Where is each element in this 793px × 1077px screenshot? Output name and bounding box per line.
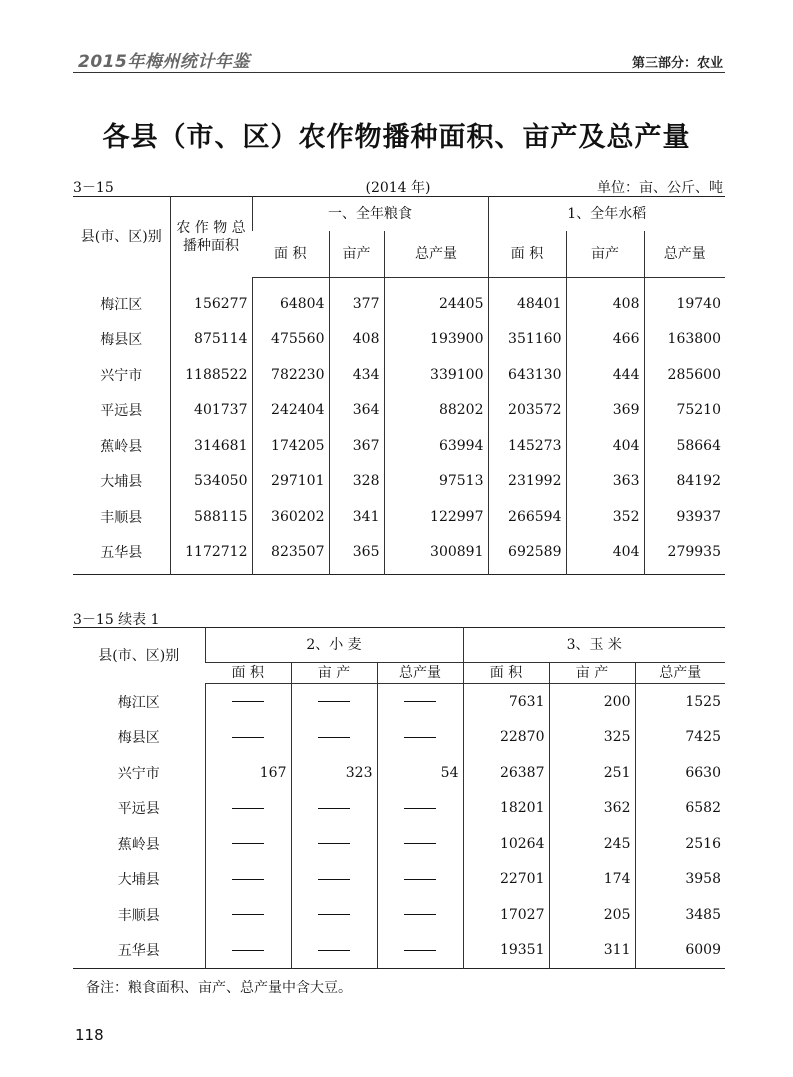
cell-corn-area: 10264 <box>463 826 549 862</box>
cell-corn-area: 17027 <box>463 897 549 933</box>
cell-grain-output: 63994 <box>384 428 488 464</box>
cell-rice-area: 351160 <box>488 322 566 358</box>
cell-corn-yield: 205 <box>549 897 635 933</box>
table1-year: (2014 年) <box>365 180 431 196</box>
cell-corn-output: 7425 <box>635 720 725 756</box>
cell-region: 五华县 <box>100 545 143 562</box>
cell-rice-output: 285600 <box>644 357 725 393</box>
cell-rice-output: 75210 <box>644 393 725 429</box>
cell-grain-area: 174205 <box>252 428 329 464</box>
no-data-dash <box>318 701 350 702</box>
no-data-dash <box>404 737 436 738</box>
cell-wheat-output <box>377 862 463 898</box>
no-data-dash <box>404 950 436 951</box>
no-data-dash <box>318 879 350 880</box>
cell-total: 875114 <box>170 322 252 358</box>
no-data-dash <box>232 701 264 702</box>
no-data-dash <box>318 914 350 915</box>
cell-rice-output: 84192 <box>644 464 725 500</box>
cell-corn-output: 6582 <box>635 791 725 827</box>
table-row <box>73 826 725 862</box>
cell-corn-output: 6009 <box>635 933 725 969</box>
cell-wheat-output <box>377 826 463 862</box>
cell-grain-area: 782230 <box>252 357 329 393</box>
table-row <box>73 393 725 429</box>
cell-rice-output: 58664 <box>644 428 725 464</box>
no-data-dash <box>404 843 436 844</box>
table-row <box>73 464 725 500</box>
cell-grain-yield: 341 <box>329 499 384 535</box>
no-data-dash <box>318 808 350 809</box>
group-corn-header: 3、玉 米 <box>463 628 725 663</box>
col-wheat-yield-header: 亩 产 <box>291 663 377 684</box>
no-data-dash <box>232 737 264 738</box>
cell-corn-output: 3485 <box>635 897 725 933</box>
cell-corn-yield: 311 <box>549 933 635 969</box>
cell-wheat-yield <box>291 684 377 720</box>
cell-region: 兴宁市 <box>117 765 160 782</box>
col-corn-area-header: 面 积 <box>463 663 549 684</box>
cell-grain-yield: 377 <box>329 278 384 322</box>
cell-wheat-yield <box>291 791 377 827</box>
cell-corn-yield: 174 <box>549 862 635 898</box>
cell-corn-area: 19351 <box>463 933 549 969</box>
table2-caption: 3－15 续表 1 <box>73 612 160 628</box>
table-row <box>73 897 725 933</box>
cell-grain-output: 339100 <box>384 357 488 393</box>
cell-wheat-yield <box>291 826 377 862</box>
cell-grain-yield: 328 <box>329 464 384 500</box>
header-rule <box>73 72 725 73</box>
cell-rice-area: 266594 <box>488 499 566 535</box>
cell-wheat-area <box>205 897 291 933</box>
cell-rice-yield: 363 <box>566 464 644 500</box>
no-data-dash <box>232 879 264 880</box>
table-row <box>73 278 725 322</box>
table1-id: 3－15 <box>73 180 114 196</box>
no-data-dash <box>318 950 350 951</box>
table-row <box>73 535 725 575</box>
cell-rice-output: 19740 <box>644 278 725 322</box>
cell-rice-yield: 404 <box>566 428 644 464</box>
wheat-corn-table <box>73 627 725 969</box>
table-row <box>73 755 725 791</box>
cell-region: 梅县区 <box>100 332 143 349</box>
cell-wheat-yield <box>291 933 377 969</box>
cell-rice-area: 48401 <box>488 278 566 322</box>
no-data-dash <box>404 914 436 915</box>
cell-region: 蕉岭县 <box>117 836 160 853</box>
cell-region: 五华县 <box>117 943 160 960</box>
cell-corn-output: 6630 <box>635 755 725 791</box>
cell-total: 1172712 <box>170 535 252 575</box>
group-grain-header: 一、全年粮食 <box>252 197 488 232</box>
cell-wheat-area <box>205 720 291 756</box>
cell-corn-area: 18201 <box>463 791 549 827</box>
cell-wheat-area <box>205 862 291 898</box>
cell-wheat-output <box>377 933 463 969</box>
cell-region: 大埔县 <box>117 872 160 889</box>
table-row <box>73 862 725 898</box>
cell-wheat-yield <box>291 862 377 898</box>
cell-grain-yield: 367 <box>329 428 384 464</box>
cell-rice-yield: 466 <box>566 322 644 358</box>
cell-wheat-area <box>205 684 291 720</box>
cell-grain-output: 24405 <box>384 278 488 322</box>
cell-wheat-output <box>377 897 463 933</box>
cell-grain-yield: 365 <box>329 535 384 575</box>
table-row <box>73 357 725 393</box>
cell-rice-yield: 404 <box>566 535 644 575</box>
table-row <box>73 428 725 464</box>
cell-grain-area: 360202 <box>252 499 329 535</box>
cell-total: 156277 <box>170 278 252 322</box>
cell-wheat-output <box>377 791 463 827</box>
cell-corn-output: 2516 <box>635 826 725 862</box>
no-data-dash <box>232 808 264 809</box>
col-wheat-area-header: 面 积 <box>205 663 291 684</box>
table1-unit: 单位：亩、公斤、吨 <box>597 180 723 196</box>
cell-grain-area: 64804 <box>252 278 329 322</box>
table-row <box>73 933 725 969</box>
table-row <box>73 791 725 827</box>
section-label: 第三部分：农业 <box>631 56 723 71</box>
cell-grain-area: 242404 <box>252 393 329 429</box>
cell-region: 平远县 <box>100 403 143 420</box>
cell-region: 梅县区 <box>117 730 160 747</box>
table-row <box>73 684 725 720</box>
cell-rice-yield: 408 <box>566 278 644 322</box>
cell-region: 丰顺县 <box>117 907 160 924</box>
cell-wheat-output: 54 <box>377 755 463 791</box>
book-title: 2015年梅州统计年鉴 <box>78 52 250 72</box>
col-corn-output-header: 总产量 <box>635 663 725 684</box>
cell-total: 1188522 <box>170 357 252 393</box>
col-grain-output-header: 总产量 <box>384 231 488 278</box>
no-data-dash <box>404 701 436 702</box>
cell-region: 蕉岭县 <box>100 438 143 455</box>
cell-corn-output: 3958 <box>635 862 725 898</box>
cell-wheat-yield <box>291 897 377 933</box>
cell-rice-output: 163800 <box>644 322 725 358</box>
no-data-dash <box>404 808 436 809</box>
cell-wheat-area <box>205 826 291 862</box>
group-rice-header: 1、全年水稻 <box>488 197 725 232</box>
col-rice-area-header: 面 积 <box>488 231 566 278</box>
no-data-dash <box>318 843 350 844</box>
col-region-header: 县(市、区)别 <box>98 647 180 664</box>
cell-total: 401737 <box>170 393 252 429</box>
cell-grain-yield: 434 <box>329 357 384 393</box>
footnote: 备注：粮食面积、亩产、总产量中含大豆。 <box>86 980 352 996</box>
cell-rice-area: 692589 <box>488 535 566 575</box>
col-wheat-output-header: 总产量 <box>377 663 463 684</box>
col-rice-output-header: 总产量 <box>644 231 725 278</box>
cell-corn-yield: 325 <box>549 720 635 756</box>
cell-grain-output: 97513 <box>384 464 488 500</box>
cell-rice-area: 643130 <box>488 357 566 393</box>
cell-region: 丰顺县 <box>100 509 143 526</box>
cell-rice-area: 145273 <box>488 428 566 464</box>
cell-wheat-output <box>377 720 463 756</box>
col-region-header: 县(市、区)别 <box>80 229 162 246</box>
cell-grain-area: 823507 <box>252 535 329 575</box>
page-title: 各县（市、区）农作物播种面积、亩产及总产量 <box>102 122 691 153</box>
no-data-dash <box>232 843 264 844</box>
cell-corn-area: 26387 <box>463 755 549 791</box>
cell-rice-yield: 352 <box>566 499 644 535</box>
col-total-header: 农 作 物 总播种面积 <box>170 197 252 278</box>
cell-region: 大埔县 <box>100 474 143 491</box>
table-row <box>73 720 725 756</box>
cell-grain-yield: 408 <box>329 322 384 358</box>
cell-grain-output: 122997 <box>384 499 488 535</box>
cell-region: 梅江区 <box>100 296 143 313</box>
cell-wheat-area: 167 <box>205 755 291 791</box>
cell-grain-output: 300891 <box>384 535 488 575</box>
cell-rice-area: 231992 <box>488 464 566 500</box>
table-row <box>73 499 725 535</box>
cell-corn-yield: 251 <box>549 755 635 791</box>
cell-wheat-yield <box>291 720 377 756</box>
col-corn-yield-header: 亩 产 <box>549 663 635 684</box>
cell-total: 534050 <box>170 464 252 500</box>
cell-rice-output: 279935 <box>644 535 725 575</box>
cell-wheat-yield: 323 <box>291 755 377 791</box>
col-rice-yield-header: 亩产 <box>566 231 644 278</box>
cell-total: 314681 <box>170 428 252 464</box>
no-data-dash <box>232 914 264 915</box>
no-data-dash <box>318 737 350 738</box>
page-number: 118 <box>75 1026 104 1044</box>
no-data-dash <box>404 879 436 880</box>
no-data-dash <box>232 950 264 951</box>
cell-corn-area: 22870 <box>463 720 549 756</box>
cell-corn-output: 1525 <box>635 684 725 720</box>
cell-wheat-output <box>377 684 463 720</box>
cell-grain-area: 475560 <box>252 322 329 358</box>
cell-corn-yield: 362 <box>549 791 635 827</box>
cell-total: 588115 <box>170 499 252 535</box>
cell-corn-yield: 200 <box>549 684 635 720</box>
group-wheat-header: 2、小 麦 <box>205 628 463 663</box>
cell-grain-area: 297101 <box>252 464 329 500</box>
cell-rice-output: 93937 <box>644 499 725 535</box>
cell-region: 平远县 <box>117 801 160 818</box>
cell-corn-yield: 245 <box>549 826 635 862</box>
col-grain-yield-header: 亩产 <box>329 231 384 278</box>
cell-rice-area: 203572 <box>488 393 566 429</box>
crop-table <box>73 196 725 575</box>
table1-meta <box>73 177 723 195</box>
cell-grain-yield: 364 <box>329 393 384 429</box>
cell-grain-output: 88202 <box>384 393 488 429</box>
cell-wheat-area <box>205 933 291 969</box>
cell-region: 梅江区 <box>117 694 160 711</box>
cell-grain-output: 193900 <box>384 322 488 358</box>
col-grain-area-header: 面 积 <box>252 231 329 278</box>
cell-rice-yield: 444 <box>566 357 644 393</box>
table-row <box>73 322 725 358</box>
cell-corn-area: 22701 <box>463 862 549 898</box>
cell-region: 兴宁市 <box>100 367 143 384</box>
cell-wheat-area <box>205 791 291 827</box>
cell-rice-yield: 369 <box>566 393 644 429</box>
cell-corn-area: 7631 <box>463 684 549 720</box>
